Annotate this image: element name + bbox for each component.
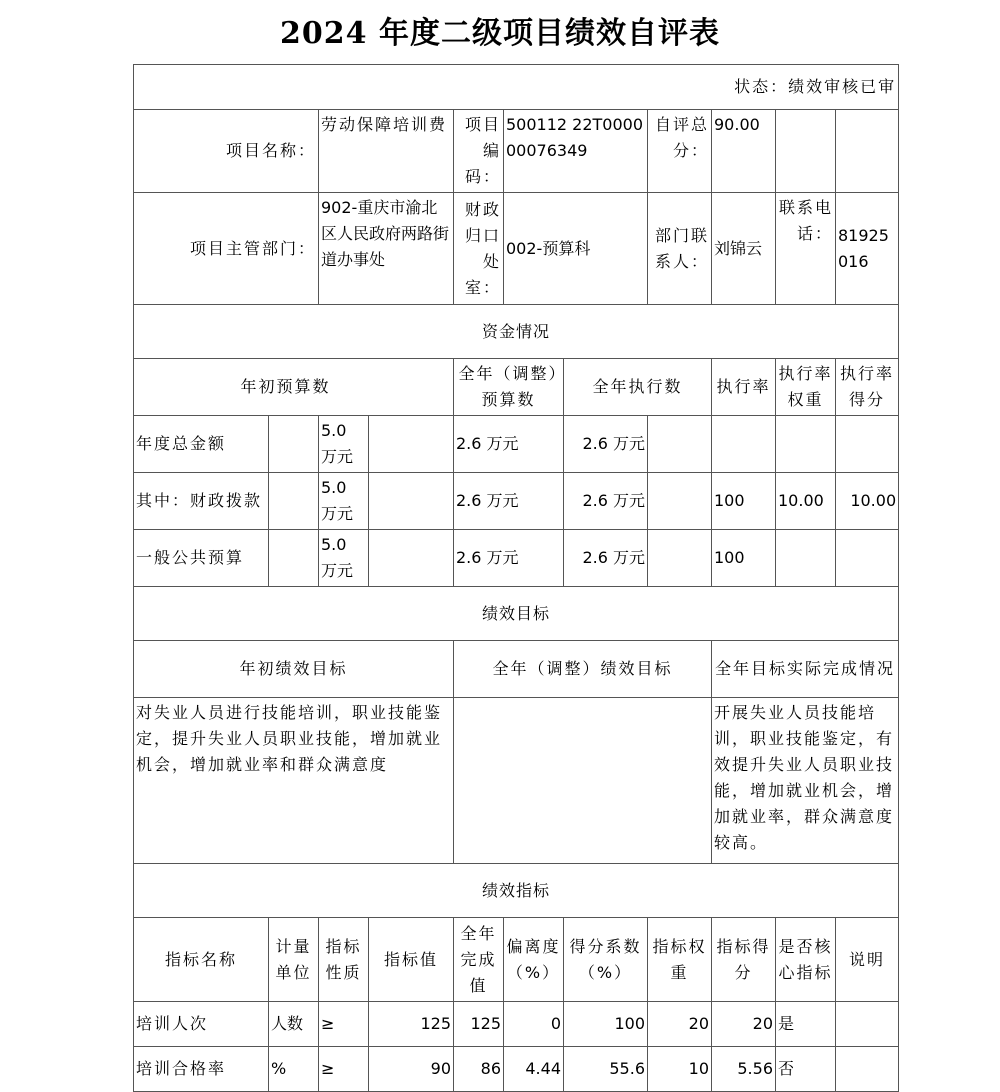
ind-unit: 人数 [269, 1002, 319, 1047]
ind-header-actual: 全年完成值 [454, 918, 504, 1002]
finance-label: 财政归口处室： [454, 193, 504, 305]
funds-row [134, 416, 899, 473]
project-code-value: 500112 22T000000076349 [504, 110, 648, 193]
ind-header-name: 指标名称 [134, 918, 269, 1002]
goals-actual-text: 开展失业人员技能培训，职业技能鉴定，有效提升失业人员职业技能，增加就业机会，增加就业率，群众满意度较高。 [712, 698, 899, 864]
funds-header-executed: 全年执行数 [564, 359, 712, 416]
self-score-label: 自评总分： [648, 110, 712, 193]
contact-value: 刘锦云 [712, 193, 776, 305]
funds-header-adjusted: 全年（调整）预算数 [454, 359, 564, 416]
goals-header-initial: 年初绩效目标 [134, 641, 454, 698]
phone-value: 81925016 [836, 193, 899, 305]
ind-note [836, 1002, 899, 1047]
funds-row-initial: 5.0 万元 [319, 530, 369, 587]
ind-core: 是 [776, 1002, 836, 1047]
project-name-label: 项目名称： [134, 110, 319, 193]
ind-score: 20 [712, 1002, 776, 1047]
funds-row-label: 一般公共预算 [134, 530, 269, 587]
funds-row [134, 473, 899, 530]
phone-label: 联系电话： [776, 193, 836, 305]
ind-header-coef: 得分系数（%） [564, 918, 648, 1002]
goals-adjusted-text [454, 698, 712, 864]
funds-row-weight: 10.00 [776, 473, 836, 530]
funds-row-adjusted: 2.6 万元 [454, 473, 564, 530]
table-row [134, 1002, 899, 1047]
ind-header-core: 是否核心指标 [776, 918, 836, 1002]
ind-weight: 20 [648, 1002, 712, 1047]
ind-deviation: 0 [504, 1002, 564, 1047]
ind-actual: 86 [454, 1047, 504, 1092]
ind-header-nature: 指标性质 [319, 918, 369, 1002]
finance-value: 002-预算科 [504, 193, 648, 305]
page-title: 2024 年度二级项目绩效自评表 [280, 16, 720, 51]
funds-row-rate [712, 416, 776, 473]
ind-deviation: 4.44 [504, 1047, 564, 1092]
funds-header-score: 执行率得分 [836, 359, 899, 416]
ind-weight: 10 [648, 1047, 712, 1092]
project-name-value: 劳动保障培训费 [319, 110, 454, 193]
funds-row-initial: 5.0 万元 [319, 473, 369, 530]
ind-core: 否 [776, 1047, 836, 1092]
ind-header-deviation: 偏离度（%） [504, 918, 564, 1002]
goals-header-actual: 全年目标实际完成情况 [712, 641, 899, 698]
funds-row-executed: 2.6 万元 [564, 416, 648, 473]
ind-nature: ≥ [319, 1002, 369, 1047]
dept-value: 902-重庆市渝北区人民政府两路街道办事处 [319, 193, 454, 305]
ind-name: 培训合格率 [134, 1047, 269, 1092]
funds-row-initial: 5.0 万元 [319, 416, 369, 473]
contact-label: 部门联系人： [648, 193, 712, 305]
funds-row [134, 530, 899, 587]
goals-header-adjusted: 全年（调整）绩效目标 [454, 641, 712, 698]
ind-header-unit: 计量单位 [269, 918, 319, 1002]
funds-row-rate: 100 [712, 530, 776, 587]
ind-unit: % [269, 1047, 319, 1092]
ind-header-note: 说明 [836, 918, 899, 1002]
ind-score: 5.56 [712, 1047, 776, 1092]
status-text: 状态：绩效审核已审 [134, 65, 899, 110]
funds-row-score [836, 416, 899, 473]
ind-target: 90 [369, 1047, 454, 1092]
ind-actual: 125 [454, 1002, 504, 1047]
goals-section-title: 绩效目标 [134, 587, 899, 641]
ind-note [836, 1047, 899, 1092]
funds-row-weight [776, 530, 836, 587]
funds-section-title: 资金情况 [134, 305, 899, 359]
indicators-section-title: 绩效指标 [134, 864, 899, 918]
funds-row-label: 其中：财政拨款 [134, 473, 269, 530]
ind-target: 125 [369, 1002, 454, 1047]
funds-row-adjusted: 2.6 万元 [454, 530, 564, 587]
table-row [134, 1047, 899, 1092]
self-score-value: 90.00 [712, 110, 776, 193]
ind-header-target: 指标值 [369, 918, 454, 1002]
funds-row-label: 年度总金额 [134, 416, 269, 473]
funds-header-weight: 执行率权重 [776, 359, 836, 416]
ind-name: 培训人次 [134, 1002, 269, 1047]
goals-initial-text: 对失业人员进行技能培训，职业技能鉴定，提升失业人员职业技能，增加就业机会，增加就业率和群众满意度 [134, 698, 454, 864]
funds-row-rate: 100 [712, 473, 776, 530]
funds-row-weight [776, 416, 836, 473]
dept-label: 项目主管部门： [134, 193, 319, 305]
ind-coef: 100 [564, 1002, 648, 1047]
funds-row-executed: 2.6 万元 [564, 473, 648, 530]
ind-header-weight: 指标权重 [648, 918, 712, 1002]
funds-header-initial: 年初预算数 [134, 359, 454, 416]
funds-row-score: 10.00 [836, 473, 899, 530]
funds-row-executed: 2.6 万元 [564, 530, 648, 587]
funds-header-rate: 执行率 [712, 359, 776, 416]
evaluation-table [133, 64, 899, 1092]
ind-nature: ≥ [319, 1047, 369, 1092]
funds-row-adjusted: 2.6 万元 [454, 416, 564, 473]
funds-row-score [836, 530, 899, 587]
project-code-label: 项目编码： [454, 110, 504, 193]
ind-coef: 55.6 [564, 1047, 648, 1092]
ind-header-score: 指标得分 [712, 918, 776, 1002]
